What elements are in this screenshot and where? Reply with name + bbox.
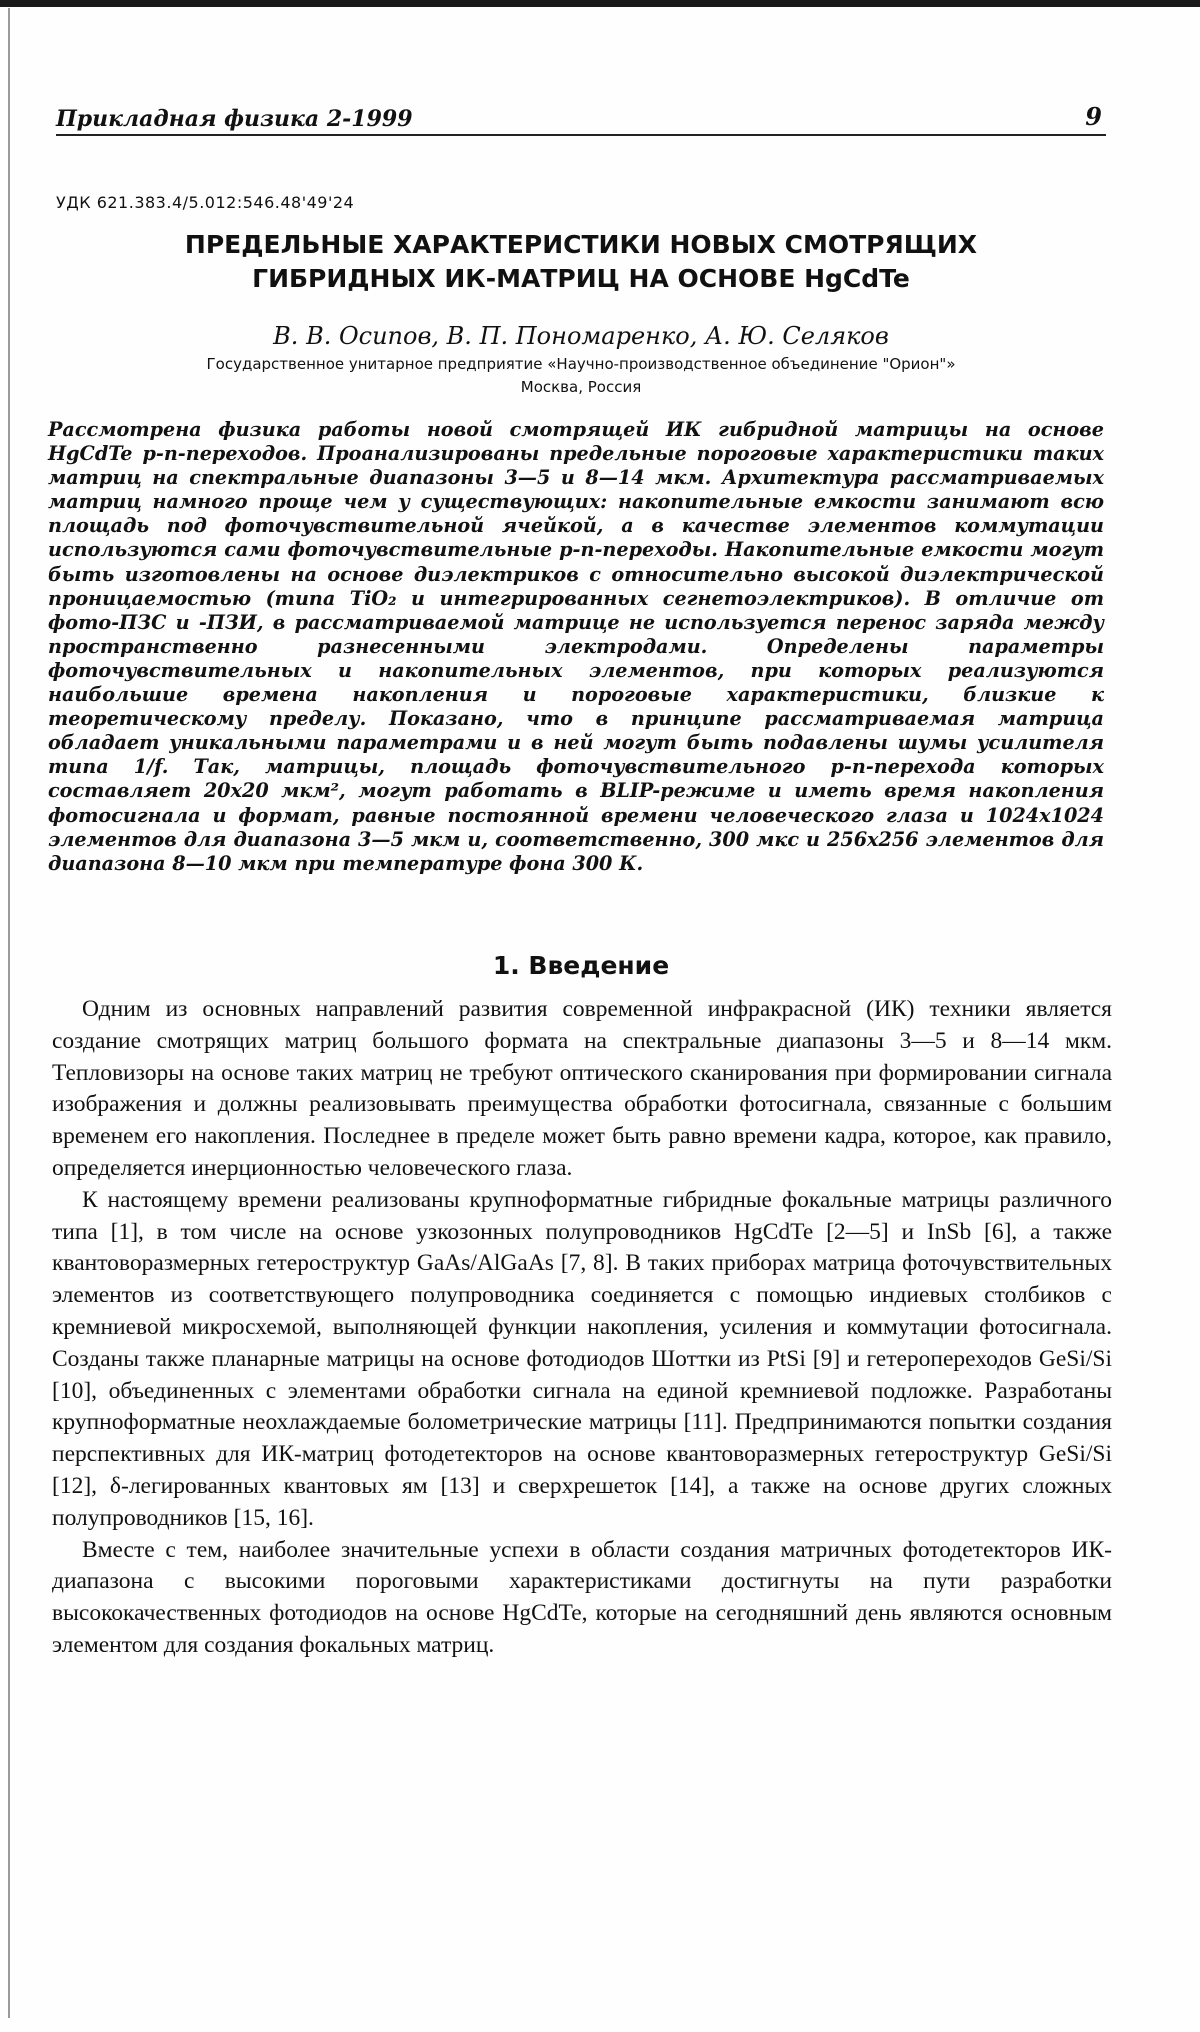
body-paragraph: Одним из основных направлений развития современной инфракрасной (ИК) техники является создание смотрящих матриц большого формата на спектральные диапазоны 3—5 и 8—14 мкм. Тепловизоры на основе таких матриц не требуют оптического сканирования при формировании сигнала изображения и должны реализовывать преимущества обработки фотосигнала, связанные с большим временем его накопления. Последнее в пределе может быть равно времени кадра, которое, как правило, определяется инерционностью человеческого глаза. (52, 996, 1112, 1181)
section-heading: 1. Введение (492, 951, 670, 980)
header-rule (56, 134, 1106, 136)
running-head (56, 102, 1102, 132)
scan-edge-left (8, 8, 10, 2018)
body-paragraph: К настоящему времени реализованы крупноформатные гибридные фокальные матрицы различного типа [1], в том числе на основе узкозонных полупроводников HgCdTe [2—5] и InSb [6], а также квантоворазмерных гетероструктур GaAs/AlGaAs [7, 8]. В таких приборах матрица фоточувствительных элементов из соответствующего полупроводника соединяется с помощью индиевых столбиков с кремниевой микросхемой, выполняющей функции накопления, усиления и коммутации фотосигнала. Созданы также планарные матрицы на основе фотодиодов Шоттки из PtSi [9] и гетеропереходов GeSi/Si [10], объединенных с элементами обработки сигнала на единой кремниевой подложке. Разработаны крупноформатные неохлаждаемые болометрические матрицы [11]. Предпринимаются попытки создания перспективных для ИК-матриц фотодетекторов на основе квантоворазмерных гетероструктур GeSi/Si [12], δ-легированных квантовых ям [13] и сверхрешеток [14], а также на основе других сложных полупроводников [15, 16]. (52, 1186, 1112, 1531)
affiliation (56, 353, 1106, 399)
authors: В. В. Осипов, В. П. Пономаренко, А. Ю. Селяков (273, 322, 889, 350)
paper-title (56, 228, 1106, 296)
affiliation-organization: Государственное унитарное предприятие «Научно-производственное объединение "Орион"» (206, 355, 956, 373)
affiliation-city: Москва, Россия (520, 378, 642, 396)
scan-edge-top (0, 0, 1200, 7)
title-line-2: ГИБРИДНЫХ ИК-МАТРИЦ НА ОСНОВЕ HgCdTe (252, 264, 910, 293)
udc-code: УДК 621.383.4/5.012:546.48'49'24 (56, 193, 355, 212)
page-number: 9 (1085, 102, 1102, 131)
journal-name: Прикладная физика 2-1999 (56, 106, 413, 132)
section-body (52, 994, 1112, 1662)
title-line-1: ПРЕДЕЛЬНЫЕ ХАРАКТЕРИСТИКИ НОВЫХ СМОТРЯЩИХ (184, 230, 978, 259)
abstract: Рассмотрена физика работы новой смотрящей ИК гибридной матрицы на основе HgCdTe p-n-переходов. Проанализированы предельные пороговые характеристики таких матриц на спектральные диапазоны 3—5 и 8—14 мкм. Архитектура рассматриваемых матриц намного проще чем у существующих: накопительные емкости занимают всю площадь под фоточувствительной ячейкой, а в качестве элементов коммутации используются сами фоточувствительные p-n-переходы. Накопительные емкости могут быть изготовлены на основе диэлектриков с относительно высокой диэлектрической проницаемостью (типа TiO₂ и интегрированных сегнетоэлектриков). В отличие от фото-ПЗС и -ПЗИ, в рассматриваемой матрице не используется перенос заряда между пространственно разнесенными электродами. Определены параметры фоточувствительных и накопительных элементов, при которых реализуются наибольшие времена накопления и пороговые характеристики, близкие к теоретическому пределу. Показано, что в принципе рассматриваемая матрица обладает уникальными параметрами и в ней могут быть подавлены шумы усилителя типа 1/f. Так, матрицы, площадь фоточувствительного p-n-перехода которых составляет 20x20 мкм², могут работать в BLIP-режиме и иметь время накопления фотосигнала и формат, равные постоянной времени человеческого глаза и 1024x1024 элементов для диапазона 3—5 мкм и, соответственно, 300 мкс и 256x256 элементов для диапазона 8—10 мкм при температуре фона 300 К. (48, 418, 1104, 875)
body-paragraph: Вместе с тем, наиболее значительные успехи в области создания матричных фотодетекторов ИК-диапазона с высокими пороговыми характеристиками достигнуты на пути разработки высококачественных фотодиодов на основе HgCdTe, которые на сегодняшний день являются основным элементом для создания фокальных матриц. (52, 1536, 1112, 1658)
